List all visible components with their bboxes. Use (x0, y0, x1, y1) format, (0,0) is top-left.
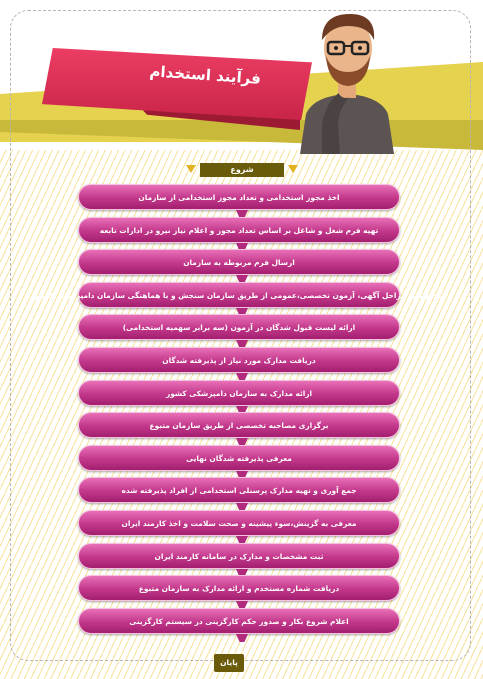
process-step: جمع آوری و تهیه مدارک پرسنلی استخدامی از افراد پذیرفته شده (78, 477, 400, 503)
process-step: ارسال فرم مربوطه به سازمان (78, 249, 400, 275)
process-step: دریافت مدارک مورد نیاز از پذیرفته شدگان (78, 347, 400, 373)
start-left-triangle (186, 165, 196, 173)
process-step: تهیه فرم شغل و شاغل بر اساس تعداد مجوز و اعلام نیاز نیرو در ادارات تابعه (78, 217, 400, 243)
start-label: شروع (200, 163, 284, 177)
process-step: ارائه مدارک به سازمان دامپزشکی کشور (78, 380, 400, 406)
process-step: برگزاری مصاحبه تخصصی از طریق سازمان متبوع (78, 412, 400, 438)
process-step: معرفی پذیرفته شدگان نهایی (78, 445, 400, 471)
process-step: انجام کلیه مراحل آگهی، آزمون تخصصی،عمومی از طریق سازمان سنجش و با هماهنگی سازمان دامپزشکی کشور (78, 282, 400, 308)
process-step: اعلام شروع بکار و صدور حکم کارگزینی در سیستم کارگزینی (78, 608, 400, 634)
thinking-man-illustration (292, 6, 402, 154)
page-title: فرآیند استخدام (148, 62, 262, 88)
process-step: ارائه لیست قبول شدگان در آزمون (سه برابر سهمیه استخدامی) (78, 314, 400, 340)
process-step: ثبت مشخصات و مدارک در سامانه کارمند ایران (78, 543, 400, 569)
start-right-triangle (288, 165, 298, 173)
process-step: معرفی به گزینش،سوء پیشینه و صحت سلامت و اخذ کارمند ایران (78, 510, 400, 536)
shirt-shape (300, 94, 394, 154)
right-eye (358, 46, 362, 50)
process-step: اخذ مجوز استخدامی و تعداد مجوز استخدامی از سازمان (78, 184, 400, 210)
left-eye (334, 46, 338, 50)
end-label: پایان (214, 654, 244, 672)
process-step: دریافت شماره مستخدم و ارائه مدارک به سازمان متبوع (78, 575, 400, 601)
